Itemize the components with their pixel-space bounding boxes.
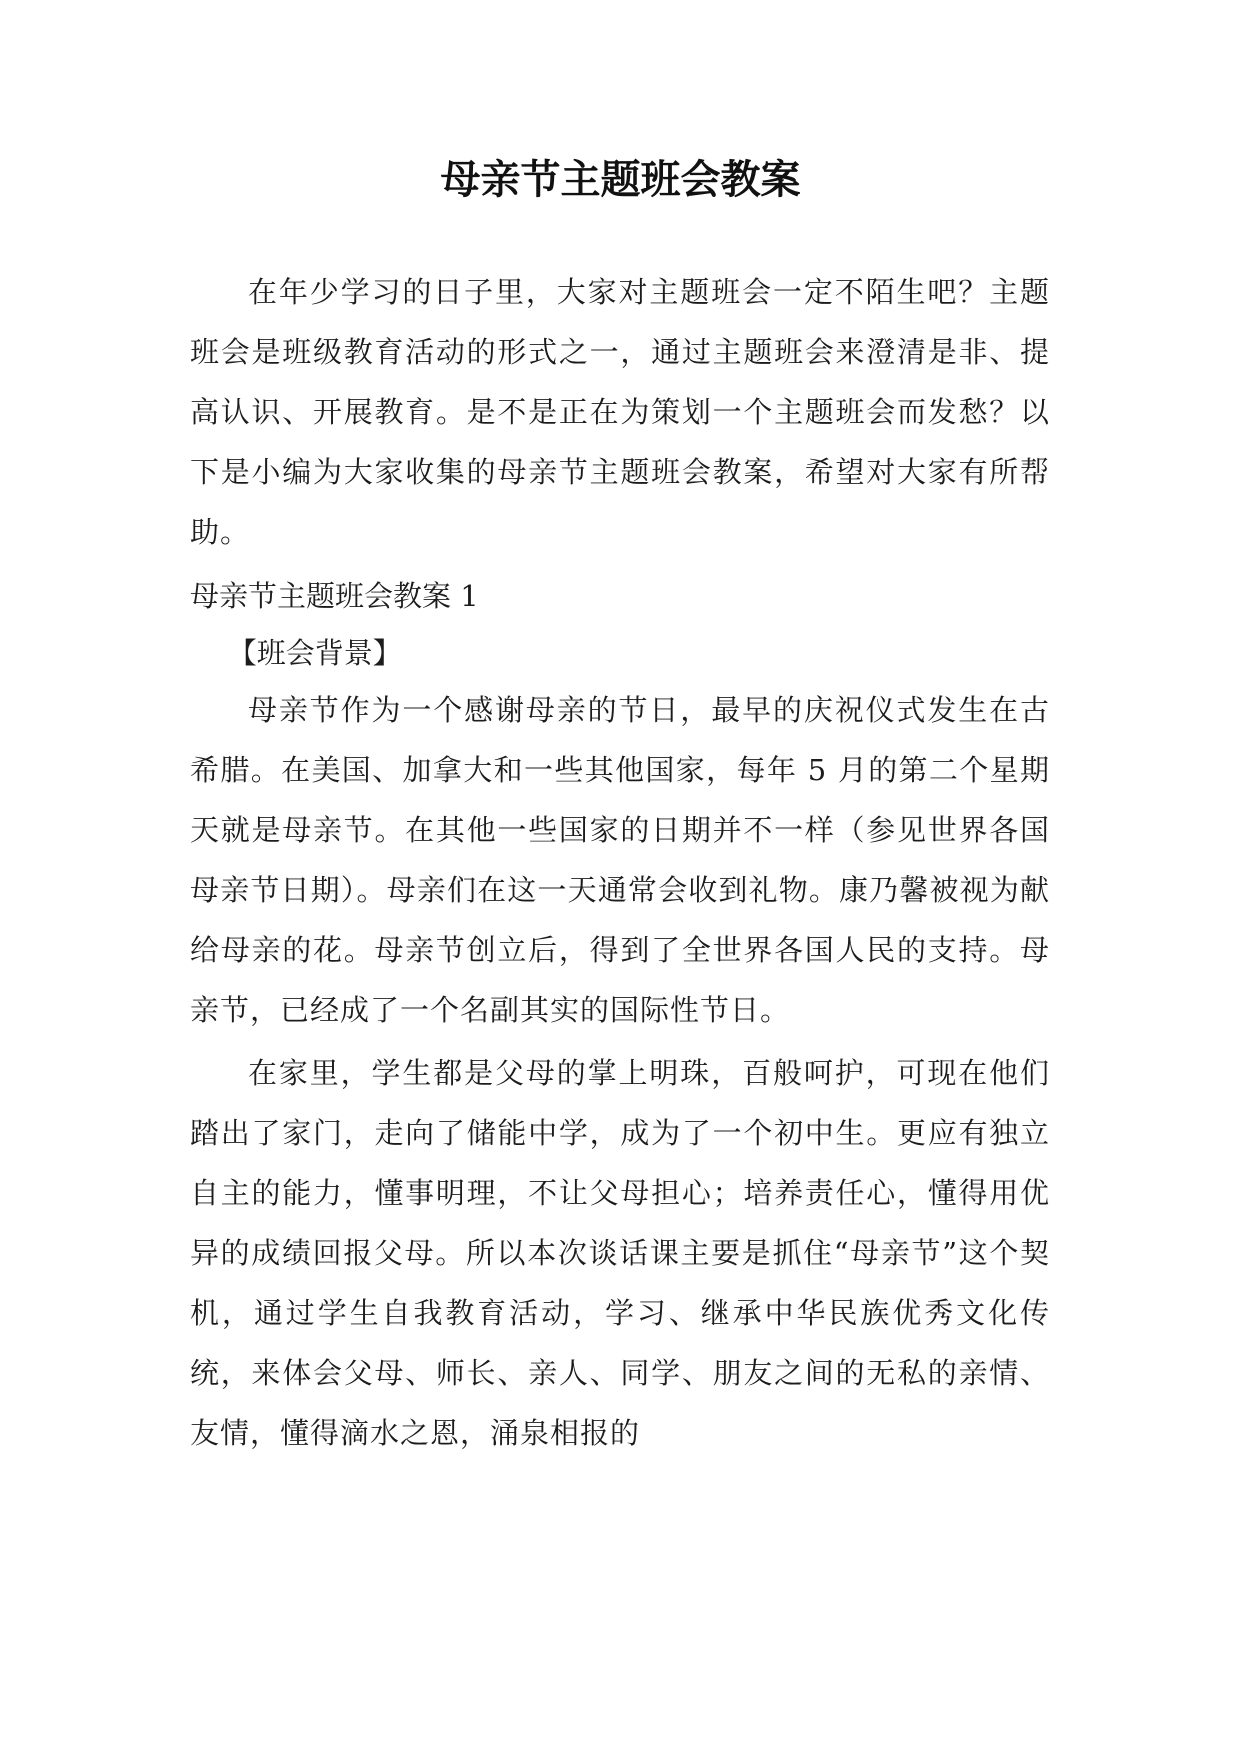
intro-paragraph: 在年少学习的日子里，大家对主题班会一定不陌生吧？主题班会是班级教育活动的形式之一，通过主题班会来澄清是非、提高认识、开展教育。是不是正在为策划一个主题班会而发愁？以下是小编为大家收集的母亲节主题班会教案，希望对大家有所帮助。: [190, 275, 1050, 549]
background-paragraph-1: 母亲节作为一个感谢母亲的节日，最早的庆祝仪式发生在古希腊。在美国、加拿大和一些其他国家，每年 5 月的第二个星期天就是母亲节。在其他一些国家的日期并不一样（参见世界各国母亲节日期）。母亲们在这一天通常会收到礼物。康乃馨被视为献给母亲的花。母亲节创立后，得到了全世界各国人民的支持。母亲节，已经成了一个名副其实的国际性节日。: [190, 693, 1050, 1027]
background-paragraph-2: 在家里，学生都是父母的掌上明珠，百般呵护，可现在他们踏出了家门，走向了储能中学，成为了一个初中生。更应有独立自主的能力，懂事明理，不让父母担心；培养责任心，懂得用优异的成绩回报父母。所以本次谈话课主要是抓住“母亲节”这个契机，通过学生自我教育活动，学习、继承中华民族优秀文化传统，来体会父母、师长、亲人、同学、朋友之间的无私的亲情、友情，懂得滴水之恩，涌泉相报的: [190, 1056, 1050, 1450]
background-heading: 【班会背景】: [227, 636, 402, 670]
section-title: 母亲节主题班会教案 1: [190, 579, 479, 613]
document-title: 母亲节主题班会教案: [440, 157, 801, 203]
